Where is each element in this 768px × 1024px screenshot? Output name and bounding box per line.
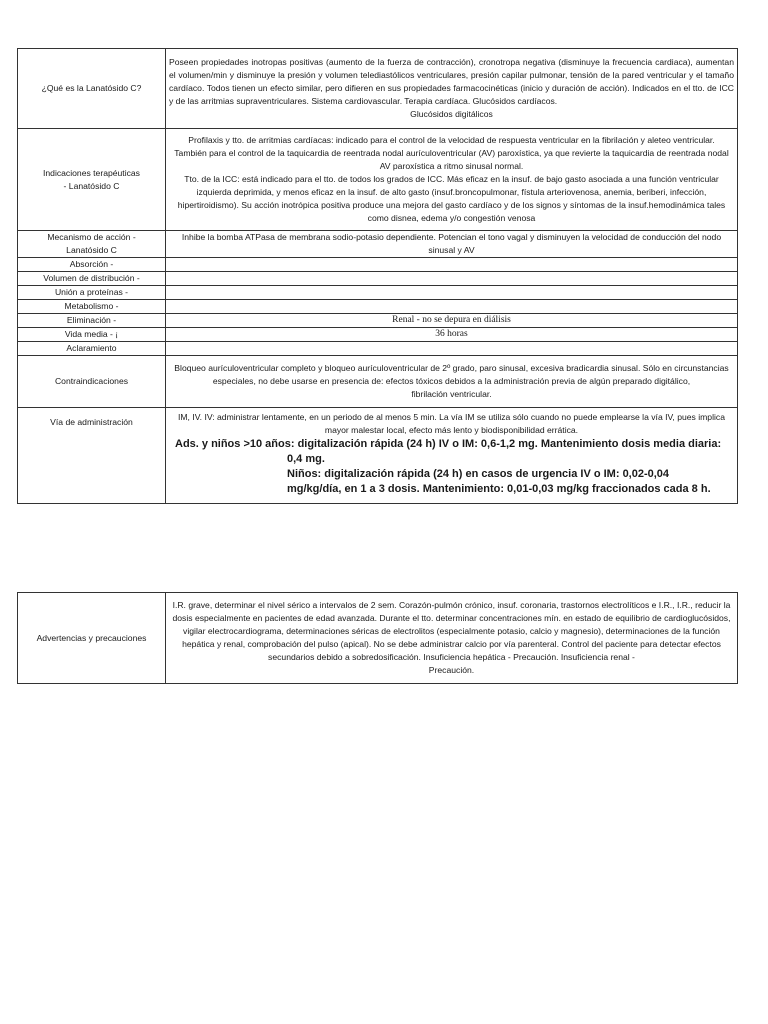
label-volumen: Volumen de distribución - [18,272,166,286]
value-absorcion [166,258,738,272]
que-es-text: Poseen propiedades inotropas positivas (aumento de la fuerza de contracción), cronotropa negativa (disminuye la frecuencia cardiaca), aumentan el volumen/min y disminuye la presión y volumen telediastólicos ventriculares, presión capilar pulmonar, tensión de la pared ventricular y el tamaño cardíaco. Todos tienen un efecto similar, pero difieren en sus propiedades farmacocinéticas (inicio y duración de acción). Indicados en el tto. de ICC y de las arritmias supraventriculares. Sistema cardiovascular. Terapia cardíaca. Glucósidos cardíacos. [169,57,734,106]
indicaciones-p1: Profilaxis y tto. de arritmias cardíacas: indicado para el control de la velocidad de respuesta ventricular en la fibrilación y aleteo ventricular. [188,135,715,145]
row-via [18,408,738,504]
row-eliminacion [18,314,738,328]
via-dose-adult-2: 0,4 mg. [287,453,325,465]
label-via: Vía de administración [18,408,166,504]
row-union [18,286,738,300]
row-indicaciones [18,129,738,231]
label-eliminacion: Eliminación - [18,314,166,328]
value-contraindicaciones [166,356,738,408]
drug-info-table [17,48,738,504]
label-indicaciones-line2: - Lanatósido C [63,180,120,191]
value-advertencias [166,593,738,684]
contraindicaciones-p1: Bloqueo aurículoventricular completo y bloqueo aurículoventricular de 2º grado, paro sinusal, excesiva bradicardia sinusal. Sólo en circunstancias especiales, no debe usarse en presencia de: efectos tóxicos debidos a la administración previa de algún preparado digitálico, [174,363,729,386]
indicaciones-p3: Tto. de la ICC: está indicado para el tto. de todos los grados de ICC. Más eficaz en la insuf. de bajo gasto asociada a una función ventricular izquierda deprimida, y menos eficaz en la insuf. de alto gasto (insuf.broncopulmonar, fístula arteriovenosa, anemia, beriberi, infección, hipertiroidismo). Su acción inotrópica positiva produce una mejora del gasto cardíaco y de los signos y síntomas de la insuf.hemodinámica tales como disnea, edema y/o congestión venosa [177,174,726,223]
value-mecanismo: Inhibe la bomba ATPasa de membrana sodio-potasio dependiente. Potencian el tono vagal y disminuyen la velocidad de conducción del nodo sinusal y AV [166,231,738,258]
value-metabolismo [166,300,738,314]
via-p1: IM, IV. IV: administrar lentamente, en un periodo de al menos 5 min. La vía IM se utiliza sólo cuando no puede emplearse la vía IV, pues implica mayor malestar local, efecto más lento y biodisponibilidad errática. [178,412,725,435]
label-vida-media: Vida media - ¡ [18,328,166,342]
via-dose-adult-1: Ads. y niños >10 años: digitalización rápida (24 h) IV o IM: 0,6-1,2 mg. Mantenimiento dosis media diaria: [175,438,722,450]
label-mecanismo-line2: Lanatósido C [66,245,117,255]
row-mecanismo [18,231,738,258]
warnings-table [17,592,738,684]
value-via [166,408,738,504]
value-aclaramiento [166,342,738,356]
indicaciones-p2: También para el control de la taquicardia de reentrada nodal aurículoventricular (AV) paroxística, ya que revierte la taquicardia de reentrada nodal AV paroxística a ritmo sinusal normal. [174,148,729,171]
via-dose-child-1: Niños: digitalización rápida (24 h) en casos de urgencia IV o IM: 0,02-0,04 [287,468,670,480]
advertencias-text: I.R. grave, determinar el nivel sérico a intervalos de 2 sem. Corazón-pulmón crónico, insuf. coronaria, trastornos electrolíticos e I.R., I.R., reducir la dosis especialmente en pacientes de edad avanzada. Durante el tto. determinar concentraciones mín. en estado de equilibrio de cardioglucósidos, vigilar electrocardiograma, determinaciones séricas de electrolitos (especialmente potasio, calcio y magnesio), determinaciones de la función hepática y renal, comprobación del pulso (apical). No se debe administrar calcio por vía parenteral. Control del paciente para detectar efectos secundarios debido a sobredosificación. Insuficiencia hepática - Precaución. Insuficiencia renal - [172,600,731,662]
value-union [166,286,738,300]
label-absorcion: Absorción - [18,258,166,272]
value-eliminacion: Renal - no se depura en diálisis [166,314,738,328]
row-absorcion [18,258,738,272]
row-contraindicaciones [18,356,738,408]
value-vida-media: 36 horas [166,328,738,342]
row-metabolismo [18,300,738,314]
label-contraindicaciones: Contraindicaciones [18,356,166,408]
row-advertencias [18,593,738,684]
label-que-es: ¿Qué es la Lanatósido C? [18,49,166,129]
value-indicaciones [166,129,738,231]
label-indicaciones-line1: Indicaciones terapéuticas [43,167,140,178]
value-que-es [166,49,738,129]
row-que-es [18,49,738,129]
label-union: Unión a proteínas - [18,286,166,300]
label-aclaramiento: Aclaramiento [18,342,166,356]
label-mecanismo [18,231,166,258]
row-aclaramiento [18,342,738,356]
contraindicaciones-p2: fibrilación ventricular. [411,389,492,399]
label-advertencias: Advertencias y precauciones [18,593,166,684]
value-volumen [166,272,738,286]
advertencias-text-end: Precaución. [428,665,475,675]
label-indicaciones [18,129,166,231]
row-vida-media [18,328,738,342]
row-volumen [18,272,738,286]
label-mecanismo-line1: Mecanismo de acción - [47,232,136,242]
via-dose-child-2: mg/kg/día, en 1 a 3 dosis. Mantenimiento: 0,01-0,03 mg/kg fraccionados cada 8 h. [287,483,711,495]
label-metabolismo: Metabolismo - [18,300,166,314]
que-es-subtext: Glucósidos digitálicos [410,109,493,119]
